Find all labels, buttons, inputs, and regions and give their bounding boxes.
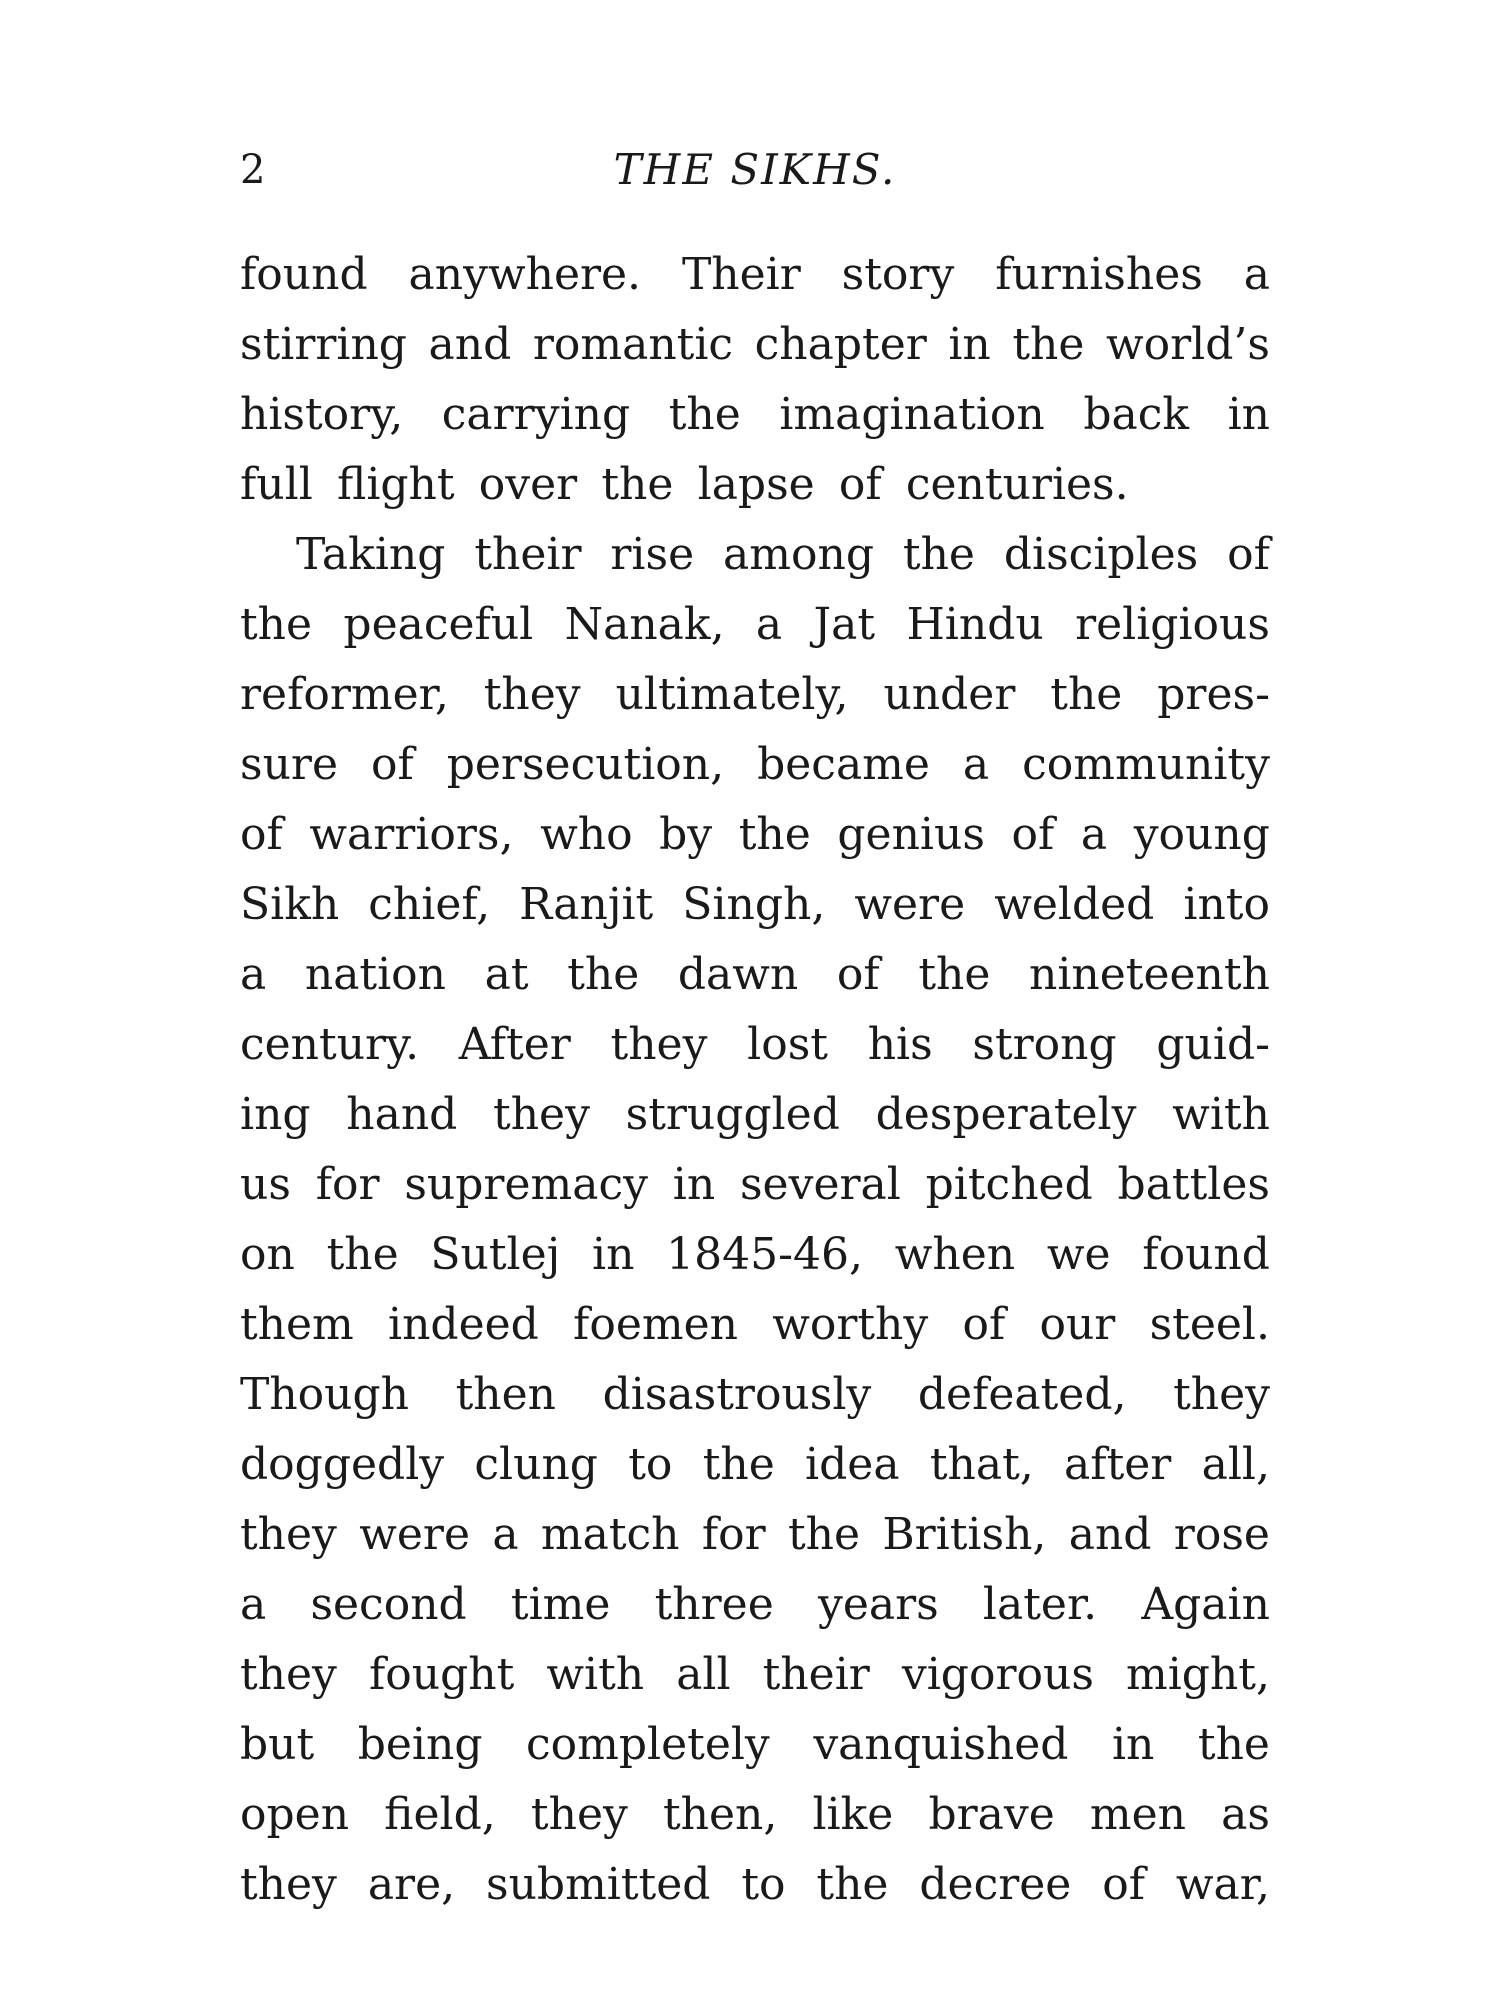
text-line: history, carrying the imagination back in (240, 389, 1270, 440)
text-line: century. After they lost his strong guid- (240, 1019, 1270, 1070)
text-line: Though then disastrously defeated, they (240, 1369, 1270, 1420)
text-line: Taking their rise among the disciples of (296, 529, 1270, 580)
text-line: they are, submitted to the decree of war, (240, 1859, 1270, 1910)
text-line: reformer, they ultimately, under the pres- (240, 669, 1270, 720)
text-line: of warriors, who by the genius of a young (240, 809, 1270, 860)
text-line: ing hand they struggled desperately with (240, 1089, 1270, 1140)
text-line: open field, they then, like brave men as (240, 1789, 1270, 1840)
text-line: a nation at the dawn of the nineteenth (240, 949, 1270, 1000)
paragraph-2 (240, 520, 1270, 1920)
text-line: stirring and romantic chapter in the world’s (240, 319, 1270, 370)
text-line: them indeed foemen worthy of our steel. (240, 1299, 1270, 1350)
text-line: doggedly clung to the idea that, after all, (240, 1439, 1270, 1490)
text-line: on the Sutlej in 1845-46, when we found (240, 1229, 1270, 1280)
page-number: 2 (240, 147, 266, 193)
text-line: sure of persecution, became a community (240, 739, 1270, 790)
text-line: they were a match for the British, and rose (240, 1509, 1270, 1560)
text-line: a second time three years later. Again (240, 1579, 1270, 1630)
running-title: THE SIKHS. (613, 145, 897, 194)
text-line: full flight over the lapse of centuries. (240, 459, 1129, 510)
text-line: the peaceful Nanak, a Jat Hindu religious (240, 599, 1270, 650)
text-line: they fought with all their vigorous might, (240, 1649, 1270, 1700)
text-line: us for supremacy in several pitched battles (240, 1159, 1270, 1210)
body-text (240, 240, 1270, 1920)
text-line: found anywhere. Their story furnishes a (240, 249, 1270, 300)
paragraph-1 (240, 240, 1270, 520)
running-head (240, 140, 1270, 200)
text-line: Sikh chief, Ranjit Singh, were welded into (240, 879, 1270, 930)
text-line: but being completely vanquished in the (240, 1719, 1270, 1770)
